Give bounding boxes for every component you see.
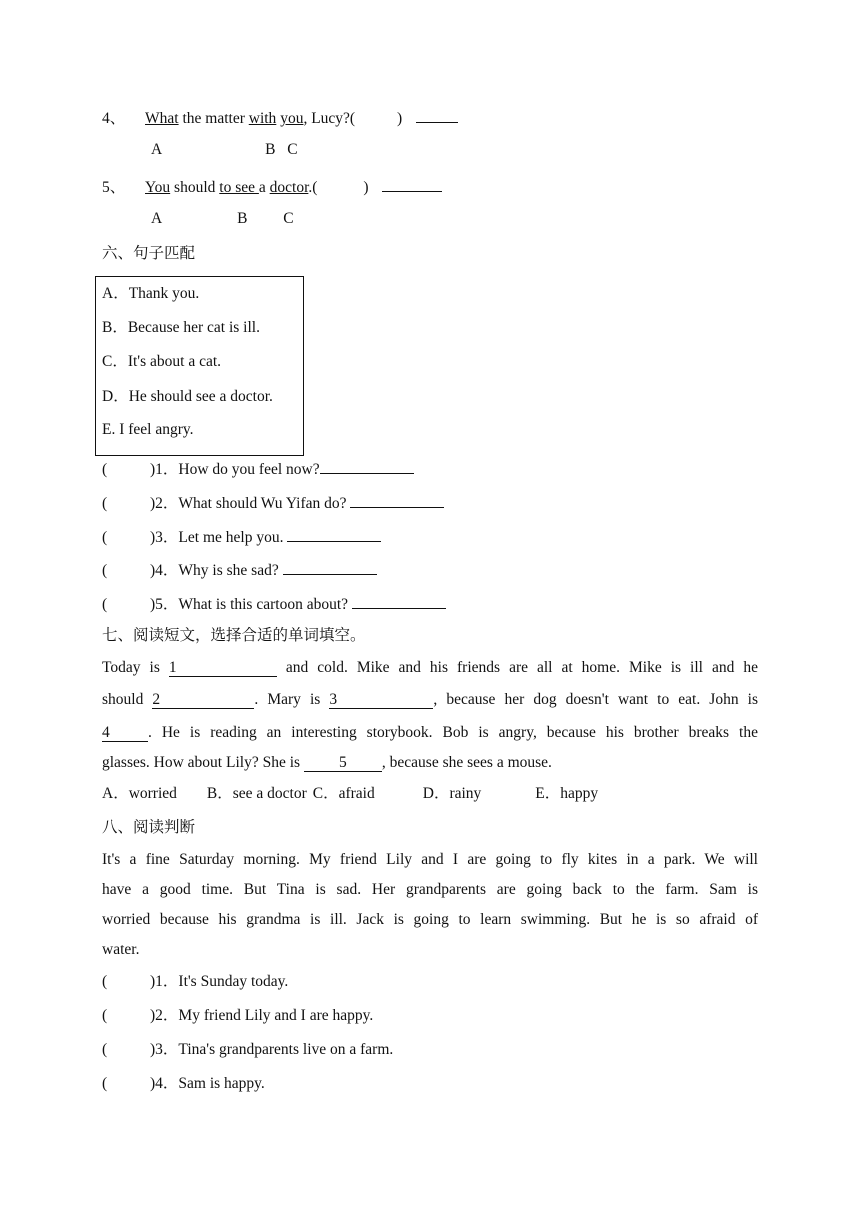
passage-text: Today is bbox=[102, 659, 169, 676]
option-a-word: You bbox=[145, 179, 171, 196]
correction-blank[interactable] bbox=[382, 175, 442, 192]
judge-question bbox=[102, 972, 288, 992]
fill-blank-5[interactable]: 5 bbox=[304, 755, 382, 772]
question-text: )5．What is this cartoon about? bbox=[150, 596, 349, 613]
answer-paren[interactable]: ( bbox=[102, 973, 108, 990]
option-item: B．Because her cat is ill. bbox=[102, 319, 260, 336]
passage-line: have a good time. But Tina is sad. Her grandparents are going back to the farm. Sam is bbox=[102, 881, 758, 898]
option-label-b: B bbox=[237, 210, 248, 227]
option-c-word: you bbox=[280, 110, 304, 127]
question-4 bbox=[102, 106, 458, 129]
question-text: )3．Let me help you. bbox=[150, 529, 284, 546]
passage-line: worried because his grandma is ill. Jack is going to learn swimming. But he is so afraid of bbox=[102, 911, 758, 928]
question-5-options bbox=[151, 209, 294, 229]
choice-b: B．see a doctor bbox=[206, 785, 307, 802]
answer-paren[interactable]: ( bbox=[102, 1041, 108, 1058]
passage-line bbox=[102, 690, 758, 710]
option-item: E. I feel angry. bbox=[102, 421, 194, 438]
choice-d: D．rainy bbox=[422, 785, 482, 802]
question-text: )2．What should Wu Yifan do? bbox=[150, 495, 347, 512]
choice-e: E．happy bbox=[535, 785, 599, 802]
fill-blank-3[interactable]: 3 bbox=[329, 692, 433, 709]
answer-paren[interactable]: ( bbox=[102, 529, 108, 546]
answer-paren[interactable]: ( bbox=[102, 562, 108, 579]
answer-blank[interactable] bbox=[287, 525, 381, 542]
match-question bbox=[102, 491, 444, 514]
option-item: A．Thank you. bbox=[102, 285, 200, 302]
question-text: )1．How do you feel now? bbox=[150, 461, 320, 478]
passage-text: , because her dog doesn't want to eat. John is bbox=[433, 691, 758, 708]
match-question bbox=[102, 558, 377, 581]
passage-line bbox=[102, 753, 552, 773]
option-a-word: What bbox=[145, 110, 179, 127]
question-5 bbox=[102, 175, 442, 198]
judge-question bbox=[102, 1006, 373, 1026]
option-label-b: B bbox=[265, 141, 276, 158]
option-label-c: C bbox=[287, 141, 298, 158]
option-b-word: to see bbox=[219, 179, 259, 196]
passage-line bbox=[102, 658, 758, 678]
passage-text: should bbox=[102, 691, 153, 708]
passage-text: . He is reading an interesting storybook. Bob is angry, because his brother breaks the bbox=[148, 724, 758, 741]
question-text: )4．Why is she sad? bbox=[150, 562, 279, 579]
fill-blank-2[interactable]: 2 bbox=[152, 692, 254, 709]
match-question bbox=[102, 525, 381, 548]
correction-blank[interactable] bbox=[416, 106, 458, 123]
passage-text: , because she sees a mouse. bbox=[381, 754, 552, 771]
option-item: D．He should see a doctor. bbox=[102, 388, 273, 405]
question-4-options bbox=[151, 140, 298, 160]
passage-line: water. bbox=[102, 941, 140, 958]
question-text: the matter bbox=[178, 110, 249, 127]
question-text: , Lucy?( bbox=[303, 110, 356, 127]
question-number: 5、 bbox=[102, 179, 126, 196]
answer-blank[interactable] bbox=[320, 457, 414, 474]
answer-blank[interactable] bbox=[283, 558, 377, 575]
passage-line bbox=[102, 723, 758, 743]
paren-close: ) bbox=[363, 179, 369, 196]
passage-text: . Mary is bbox=[254, 691, 330, 708]
answer-paren[interactable]: ( bbox=[102, 461, 108, 478]
paren-close: ) bbox=[396, 110, 403, 127]
option-label-a: A bbox=[151, 141, 162, 158]
section-title: 七、阅读短文，选择合适的单词填空。 bbox=[102, 627, 366, 644]
word-choices bbox=[102, 784, 598, 804]
answer-paren[interactable]: ( bbox=[102, 1075, 108, 1092]
answer-paren[interactable]: ( bbox=[102, 495, 108, 512]
answer-paren[interactable]: ( bbox=[102, 1007, 108, 1024]
judge-question bbox=[102, 1040, 393, 1060]
answer-blank[interactable] bbox=[352, 592, 446, 609]
option-label-c: C bbox=[283, 210, 294, 227]
passage-text: glasses. How about Lily? She is bbox=[102, 754, 304, 771]
question-text: )2．My friend Lily and I are happy. bbox=[150, 1007, 374, 1024]
question-text: )3．Tina's grandparents live on a farm. bbox=[150, 1041, 394, 1058]
choice-a: A．worried bbox=[102, 785, 177, 802]
fill-blank-1[interactable]: 1 bbox=[169, 660, 277, 677]
option-label-a: A bbox=[151, 210, 162, 227]
match-question bbox=[102, 592, 446, 615]
passage-text: and cold. Mike and his friends are all at home. Mike is ill and he bbox=[276, 659, 758, 676]
choice-c: C．afraid bbox=[312, 785, 375, 802]
section-title: 六、句子匹配 bbox=[102, 245, 196, 262]
answer-paren[interactable]: ( bbox=[102, 596, 108, 613]
judge-question bbox=[102, 1074, 265, 1094]
option-b-word: with bbox=[248, 110, 277, 127]
fill-blank-4[interactable]: 4 bbox=[102, 725, 148, 742]
answer-blank[interactable] bbox=[350, 491, 444, 508]
question-text: )1．It's Sunday today. bbox=[150, 973, 289, 990]
question-text: .( bbox=[308, 179, 318, 196]
match-question bbox=[102, 457, 414, 480]
option-item: C．It's about a cat. bbox=[102, 353, 222, 370]
question-text: a bbox=[258, 179, 270, 196]
question-number: 4、 bbox=[102, 110, 126, 127]
question-text: )4．Sam is happy. bbox=[150, 1075, 265, 1092]
section-title: 八、阅读判断 bbox=[102, 819, 196, 836]
passage-line: It's a fine Saturday morning. My friend Lily and I are going to fly kites in a park. We will bbox=[102, 851, 758, 868]
option-c-word: doctor bbox=[269, 179, 309, 196]
question-text: should bbox=[170, 179, 220, 196]
